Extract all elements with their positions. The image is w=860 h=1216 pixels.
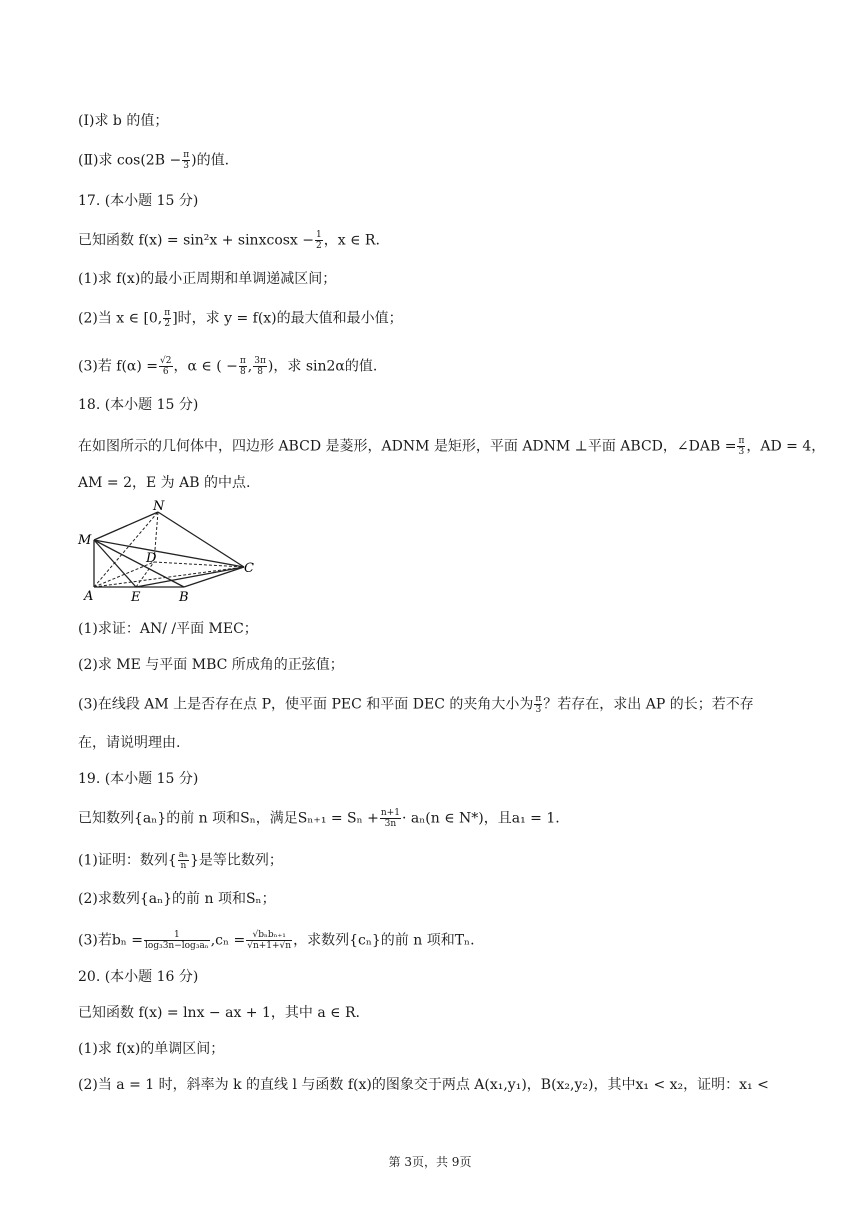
geometry-figure — [76, 500, 266, 604]
q18-stem-line1: 在如图所示的几何体中，四边形 ABCD 是菱形，ADNM 是矩形，平面 ADNM ⊥平面 ABCD，∠DAB = $\frac{\pi}{3}$ ，AD = 4， — [78, 436, 826, 457]
q18-stem-line2: AM = 2，E 为 AB 的中点. — [78, 475, 251, 491]
fraction: $\frac{\text{aₙ}}{n}$ — [178, 850, 189, 871]
q20-part1: (1)求 f(x)的单调区间； — [78, 1041, 225, 1057]
fraction: $\frac{1}{2}$ — [316, 230, 322, 251]
fraction: $\frac{√2}{6}$ — [160, 356, 172, 377]
point-label-n: N — [153, 500, 165, 514]
point-label-c: C — [244, 561, 254, 576]
page-footer: 第 3页，共 9页 — [388, 1155, 472, 1169]
point-label-a: A — [84, 589, 94, 604]
q18-part1: (1)求证：AN/ /平面 MEC； — [78, 621, 258, 637]
q17-heading: 17. (本小题 15 分) — [78, 193, 199, 209]
fraction: $\frac{\text{√bₙbₙ₊₁}}{√n+1+√n}$ — [247, 930, 292, 951]
q16-part1: (Ⅰ)求 b 的值； — [78, 113, 169, 129]
fraction: $\frac{\pi}{3}$ — [535, 694, 542, 715]
fraction: $\frac{\pi}{3}$ — [738, 436, 745, 457]
point-label-d: D — [146, 551, 157, 566]
q19-part1: (1)证明：数列{ $\frac{\text{aₙ}}{n}$ }是等比数列； — [78, 850, 283, 871]
q16-part2: (Ⅱ)求 cos(2B − $\frac{\pi}{3}$ )的值. — [78, 150, 230, 171]
q19-stem: 已知数列{aₙ}的前 n 项和Sₙ，满足Sₙ₊₁ = Sₙ + $\frac{n+1}{3n}$ · aₙ(n ∈ N*)，且a₁ = 1. — [78, 808, 560, 829]
fraction: $\frac{\pi}{2}$ — [164, 308, 171, 329]
fraction: $\frac{\pi}{3}$ — [183, 150, 190, 171]
q18-part3-line1: (3)在线段 AM 上是否存在点 P，使平面 PEC 和平面 DEC 的夹角大小为 $\frac{\pi}{3}$ ？若存在，求出 AP 的长；若不存 — [78, 694, 754, 715]
q20-part2: (2)当 a = 1 时，斜率为 k 的直线 l 与函数 f(x)的图象交于两点 A(x₁,y₁)，B(x₂,y₂)，其中x₁ < x₂，证明：x₁ < — [78, 1077, 769, 1093]
q17-part1: (1)求 f(x)的最小正周期和单调递减区间； — [78, 271, 337, 287]
fraction: $\frac{1}{\text{log₃3n−log₃aₙ}}$ — [145, 930, 209, 951]
q18-part2: (2)求 ME 与平面 MBC 所成角的正弦值； — [78, 657, 344, 673]
q17-part3: (3)若 f(α) = $\frac{√2}{6}$ ，α ∈ ( − $\frac{\pi}{8}$ , $\frac{3\pi}{8}$ )，求 sin2α的值. — [78, 356, 378, 377]
q17-stem: 已知函数 f(x) = sin²x + sinxcosx − $\frac{1}{2}$ ，x ∈ R. — [78, 230, 380, 251]
point-label-b: B — [179, 590, 189, 604]
q19-part3: (3)若bₙ = $\frac{1}{\text{log₃3n−log₃aₙ}}$ ,cₙ = $\frac{\text{√bₙbₙ₊₁}}{√n+1+√n}$ ，求数列{cₙ}的前 n 项和Tₙ. — [78, 930, 475, 951]
q19-heading: 19. (本小题 15 分) — [78, 771, 199, 787]
point-label-e: E — [131, 590, 141, 604]
q18-heading: 18. (本小题 15 分) — [78, 397, 199, 413]
q20-stem: 已知函数 f(x) = lnx − ax + 1，其中 a ∈ R. — [78, 1005, 360, 1021]
q19-part2: (2)求数列{aₙ}的前 n 项和Sₙ； — [78, 891, 276, 907]
q18-part3-line2: 在，请说明理由. — [78, 735, 181, 751]
fraction: $\frac{\pi}{8}$ — [239, 356, 246, 377]
point-label-m: M — [78, 533, 92, 548]
q17-part2: (2)当 x ∈ [0, $\frac{\pi}{2}$ ]时，求 y = f(x)的最大值和最小值； — [78, 308, 403, 329]
q20-heading: 20. (本小题 16 分) — [78, 969, 199, 985]
fraction: $\frac{3\pi}{8}$ — [254, 356, 266, 377]
fraction: $\frac{n+1}{3n}$ — [380, 808, 400, 829]
